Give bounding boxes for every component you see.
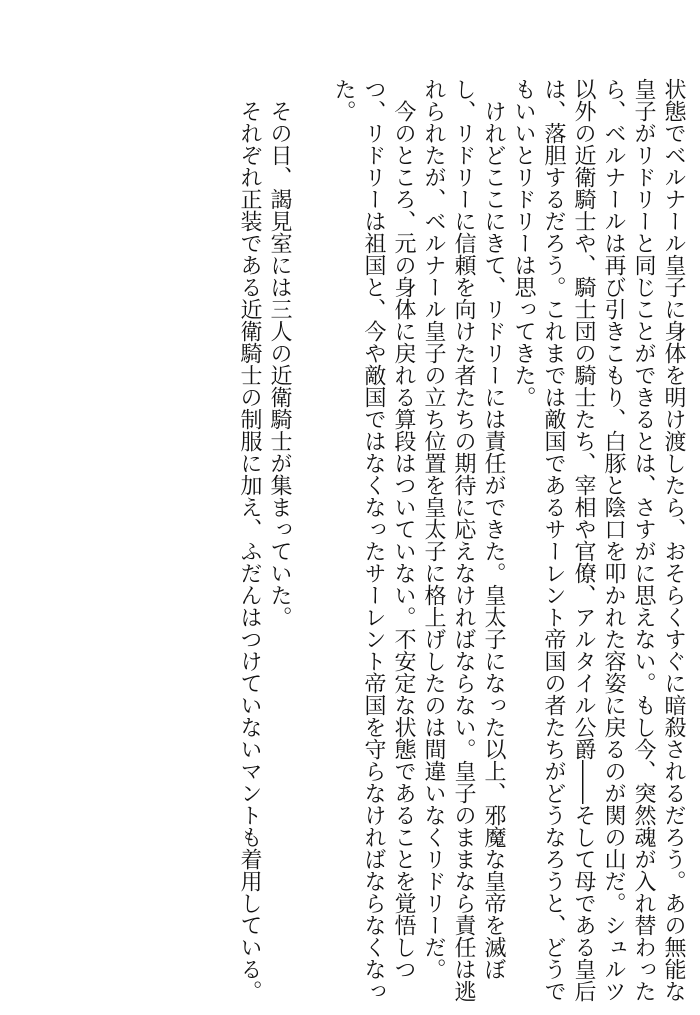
text-line: その日、謁見室には三人の近衛騎士が集まっていた。 bbox=[267, 78, 292, 628]
text-line: 状態でベルナール皇子に身体を明け渡したら、おそらくすぐに暗殺されるだろう。あの無能な bbox=[661, 78, 686, 1002]
text-line: は、落胆するだろう。これまでは敵国であるサーレント帝国の者たちがどうなろうと、どうで bbox=[541, 78, 566, 1002]
section-break bbox=[294, 78, 328, 958]
vertical-text-body bbox=[234, 78, 688, 1002]
text-line: た。 bbox=[331, 78, 356, 122]
text-line: ら、ベルナールは再び引きこもり、白豚と陰口を叩かれた容姿に戻るのが関の山だ。シュルツ bbox=[601, 78, 626, 1002]
text-line: 皇子がリドリーと同じことができるとは、さすがに思えない。もし今、突然魂が入れ替わった bbox=[631, 78, 656, 1002]
text-line: それぞれ正装である近衛騎士の制服に加え、ふだんはつけていないマントも着用している。 bbox=[237, 78, 262, 1002]
text-line: けれどここにきて、リドリーには責任ができた。皇太子になった以上、邪魔な皇帝を滅ぼ bbox=[481, 78, 506, 980]
text-line: 今のところ、元の身体に戻れる算段はついていない。不安定な状態であることを覚悟しつ bbox=[391, 78, 416, 980]
text-line: 以外の近衛騎士や、騎士団の騎士たち、宰相や官僚、アルタイル公爵――そして母である皇后 bbox=[571, 78, 596, 1002]
text-line: つ、リドリーは祖国と、今や敵国ではなくなったサーレント帝国を守らなければならなくなっ bbox=[361, 78, 386, 1002]
text-line: もいいとリドリーは思ってきた。 bbox=[511, 78, 536, 408]
text-line: れられたが、ベルナール皇子の立ち位置を皇太子に格上げしたのは間違いなくリドリーだ。 bbox=[421, 78, 446, 980]
text-line: し、リドリーに信頼を向けた者たちの期待に応えなければならない。皇子のままなら責任は逃 bbox=[451, 78, 476, 1002]
